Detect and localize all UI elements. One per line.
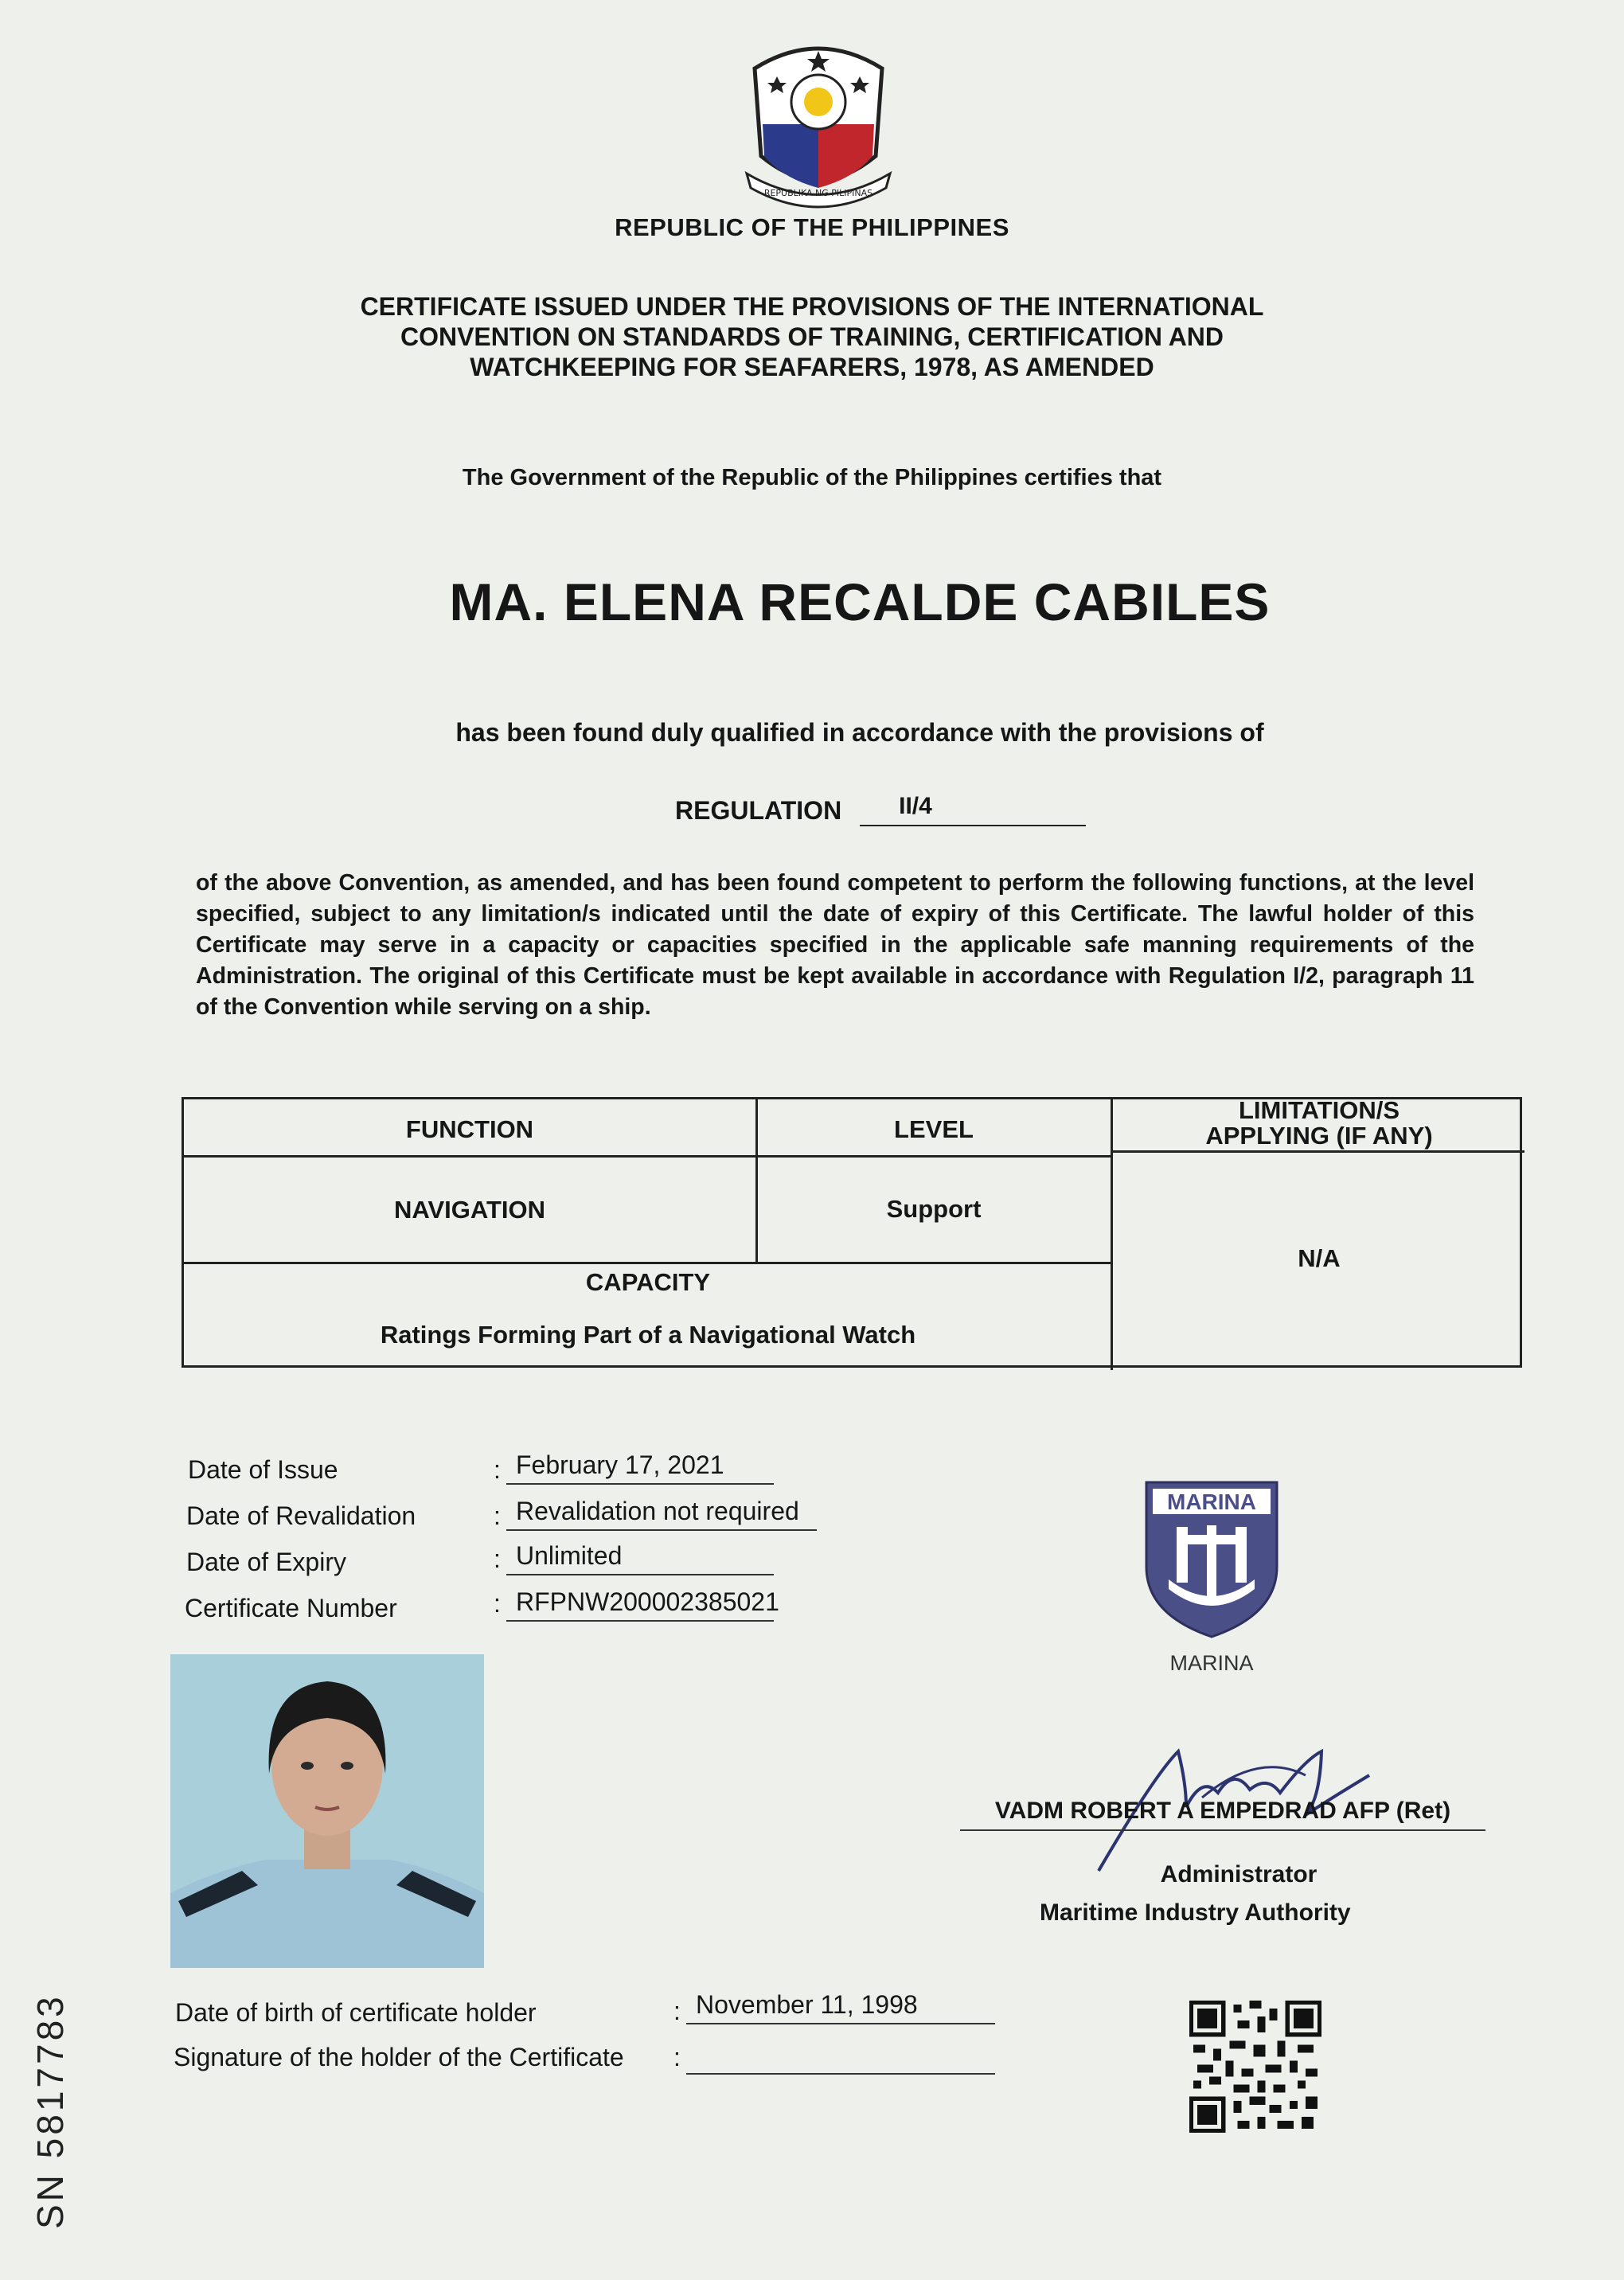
convention-body-text: of the above Convention, as amended, and has been found competent to perform the following functions, at the level specified, subject to any limitation/s indicated until the date of expiry of this Certificate. The lawful holder of this Certificate may serve in a capacity or capacities specified in the applicable safe manning requirements of the Administration. The original of this Certificate must be kept available in accordance with Regulation I/2, paragraph 11 of the Convention while serving on a ship. (196, 870, 1474, 1020)
capacity-header: CAPACITY (585, 1268, 711, 1296)
function-value: NAVIGATION (393, 1196, 545, 1224)
level-header: LEVEL (894, 1115, 974, 1143)
colon: : (494, 1455, 501, 1484)
date-of-issue-value: February 17, 2021 (506, 1450, 774, 1485)
holder-portrait-icon (170, 1654, 484, 1968)
convention-line-3: WATCHKEEPING FOR SEAFARERS, 1978, AS AMENDED (470, 353, 1154, 381)
holder-signature-label: Signature of the holder of the Certificate (174, 2043, 624, 2071)
marina-logo-icon (1142, 1479, 1282, 1638)
holder-signature-line (686, 2038, 995, 2075)
table-divider (1112, 1150, 1524, 1153)
seal-text: REPUBLIKA NG PILIPINAS (763, 188, 873, 198)
country-heading: REPUBLIC OF THE PHILIPPINES (615, 213, 1009, 241)
date-of-birth-label: Date of birth of certificate holder (175, 1998, 537, 2027)
holder-name: MA. ELENA RECALDE CABILES (449, 572, 1271, 631)
colon: : (494, 1544, 501, 1573)
table-divider (184, 1155, 1112, 1158)
marina-caption: MARINA (1169, 1651, 1254, 1675)
date-of-expiry-value: Unlimited (506, 1541, 774, 1575)
colon: : (494, 1501, 501, 1530)
regulation-value-field (860, 793, 1086, 826)
date-of-revalidation-label: Date of Revalidation (186, 1501, 416, 1530)
date-of-birth-value: November 11, 1998 (686, 1990, 995, 2024)
marina-logo-text: MARINA (1167, 1489, 1256, 1514)
date-of-expiry-label: Date of Expiry (186, 1548, 346, 1576)
convention-line-1: CERTIFICATE ISSUED UNDER THE PROVISIONS OF THE INTERNATIONAL (360, 292, 1264, 321)
convention-line-2: CONVENTION ON STANDARDS OF TRAINING, CERTIFICATION AND (400, 322, 1224, 351)
colon: : (673, 2043, 681, 2071)
capacity-value: Ratings Forming Part of a Navigational Watch (380, 1321, 916, 1349)
regulation-label: REGULATION (675, 796, 842, 825)
function-header: FUNCTION (405, 1115, 534, 1143)
date-of-issue-label: Date of Issue (188, 1455, 338, 1484)
certificate-number-value: RFPNW200002385021 (506, 1587, 774, 1622)
limitations-header (1114, 1098, 1524, 1149)
table-divider (184, 1262, 1112, 1264)
limitations-header-line-1: LIMITATION/S (1238, 1096, 1400, 1124)
qualification-statement: has been found duly qualified in accordance with the provisions of (455, 718, 1264, 747)
regulation-value: II/4 (899, 793, 932, 819)
signatory-organization: Maritime Industry Authority (1040, 1899, 1351, 1926)
convention-heading (318, 291, 1306, 382)
certifies-statement: The Government of the Republic of the Philippines certifies that (462, 465, 1162, 490)
signatory-title: Administrator (1160, 1861, 1318, 1888)
colon: : (673, 1997, 681, 2025)
colon: : (494, 1589, 501, 1618)
serial-number: SN 5817783 (29, 1993, 71, 2229)
limitations-value: N/A (1298, 1244, 1341, 1272)
function-table (182, 1097, 1522, 1368)
certificate-number-label: Certificate Number (185, 1594, 397, 1622)
philippine-seal-icon (739, 37, 898, 212)
qr-code-icon (1189, 2000, 1321, 2134)
holder-photo (170, 1654, 484, 1968)
signatory-name: VADM ROBERT A EMPEDRAD AFP (Ret) (960, 1798, 1485, 1831)
level-value: Support (886, 1195, 982, 1223)
date-of-revalidation-value: Revalidation not required (506, 1497, 817, 1531)
limitations-header-line-2: APPLYING (IF ANY) (1205, 1122, 1433, 1150)
